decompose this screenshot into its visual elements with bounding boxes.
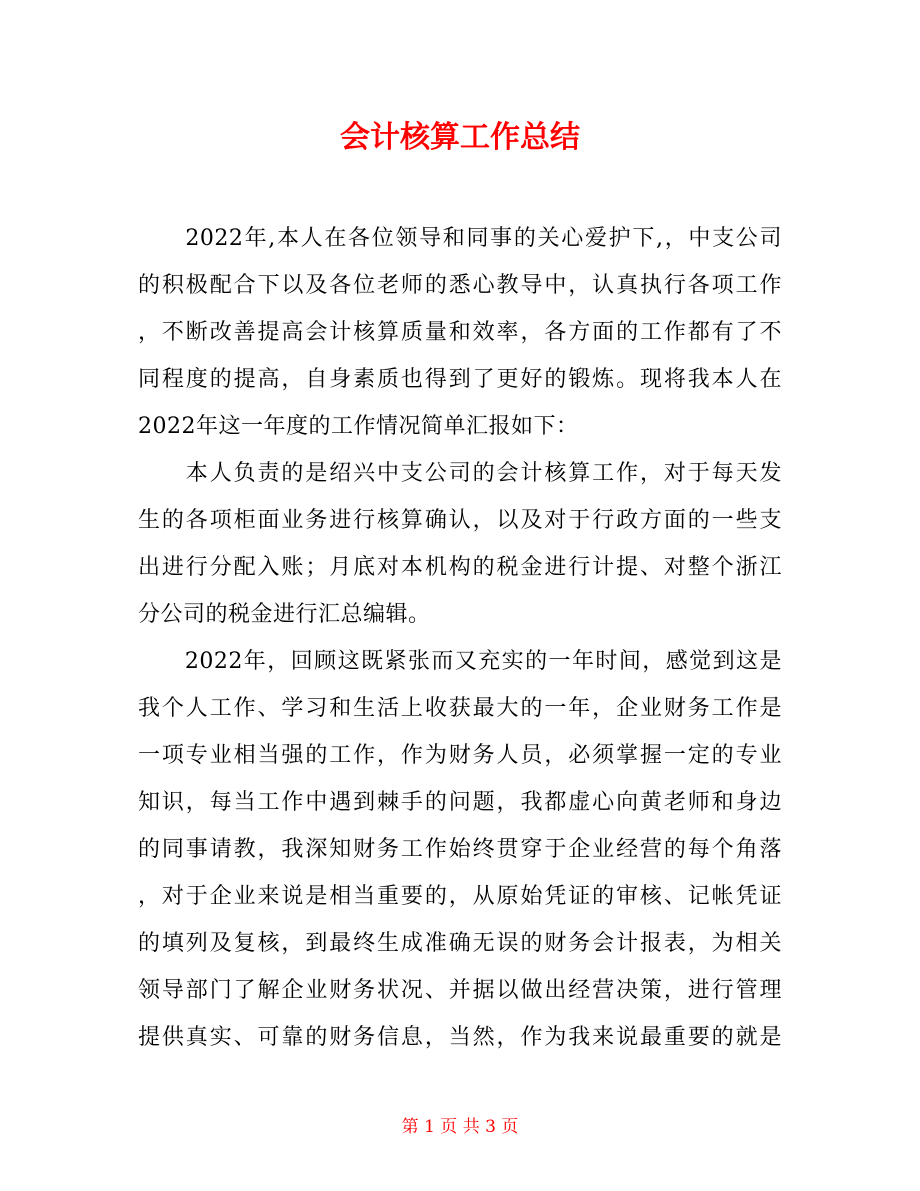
paragraph-3-line-4: 知识，每当工作中遇到棘手的问题，我都虚心向黄老师和身边: [138, 790, 782, 815]
document-body: [138, 215, 782, 1061]
paragraph-2-line-3: 出进行分配入账；月底对本机构的税金进行计提、对整个浙江: [138, 555, 782, 580]
paragraph-3-line-3: 一项专业相当强的工作，作为财务人员，必须掌握一定的专业: [138, 743, 782, 768]
paragraph-1-line-4: 同程度的提高，自身素质也得到了更好的锻炼。现将我本人在: [138, 367, 782, 392]
paragraph-3-line-1: 2022年，回顾这既紧张而又充实的一年时间，感觉到这是: [138, 649, 782, 674]
paragraph-1-line-2: 的积极配合下以及各位老师的悉心教导中，认真执行各项工作: [138, 273, 782, 298]
page-footer: 第 1 页 共 3 页: [401, 1117, 519, 1137]
paragraph-3-line-6: ，对于企业来说是相当重要的，从原始凭证的审核、记帐凭证: [138, 884, 782, 909]
paragraph-3-line-2: 我个人工作、学习和生活上收获最大的一年，企业财务工作是: [138, 696, 782, 721]
paragraph-3-line-5: 的同事请教，我深知财务工作始终贯穿于企业经营的每个角落: [138, 837, 782, 862]
paragraph-1-line-1: 2022年,本人在各位领导和同事的关心爱护下,，中支公司: [138, 226, 782, 251]
paragraph-3-line-9: 提供真实、可靠的财务信息，当然，作为我来说最重要的就是: [138, 1025, 782, 1050]
document-title: 会计核算工作总结: [340, 120, 580, 155]
paragraph-1-line-3: ，不断改善提高会计核算质量和效率，各方面的工作都有了不: [138, 320, 782, 345]
paragraph-3-line-7: 的填列及复核，到最终生成准确无误的财务会计报表，为相关: [138, 931, 782, 956]
paragraph-2-line-2: 生的各项柜面业务进行核算确认，以及对于行政方面的一些支: [138, 508, 782, 533]
paragraph-2-line-4: 分公司的税金进行汇总编辑。: [138, 602, 431, 627]
paragraph-2-line-1: 本人负责的是绍兴中支公司的会计核算工作，对于每天发: [138, 461, 782, 486]
paragraph-1-line-5: 2022年这一年度的工作情况简单汇报如下：: [138, 414, 579, 439]
paragraph-3-line-8: 领导部门了解企业财务状况、并据以做出经营决策，进行管理: [138, 978, 782, 1003]
